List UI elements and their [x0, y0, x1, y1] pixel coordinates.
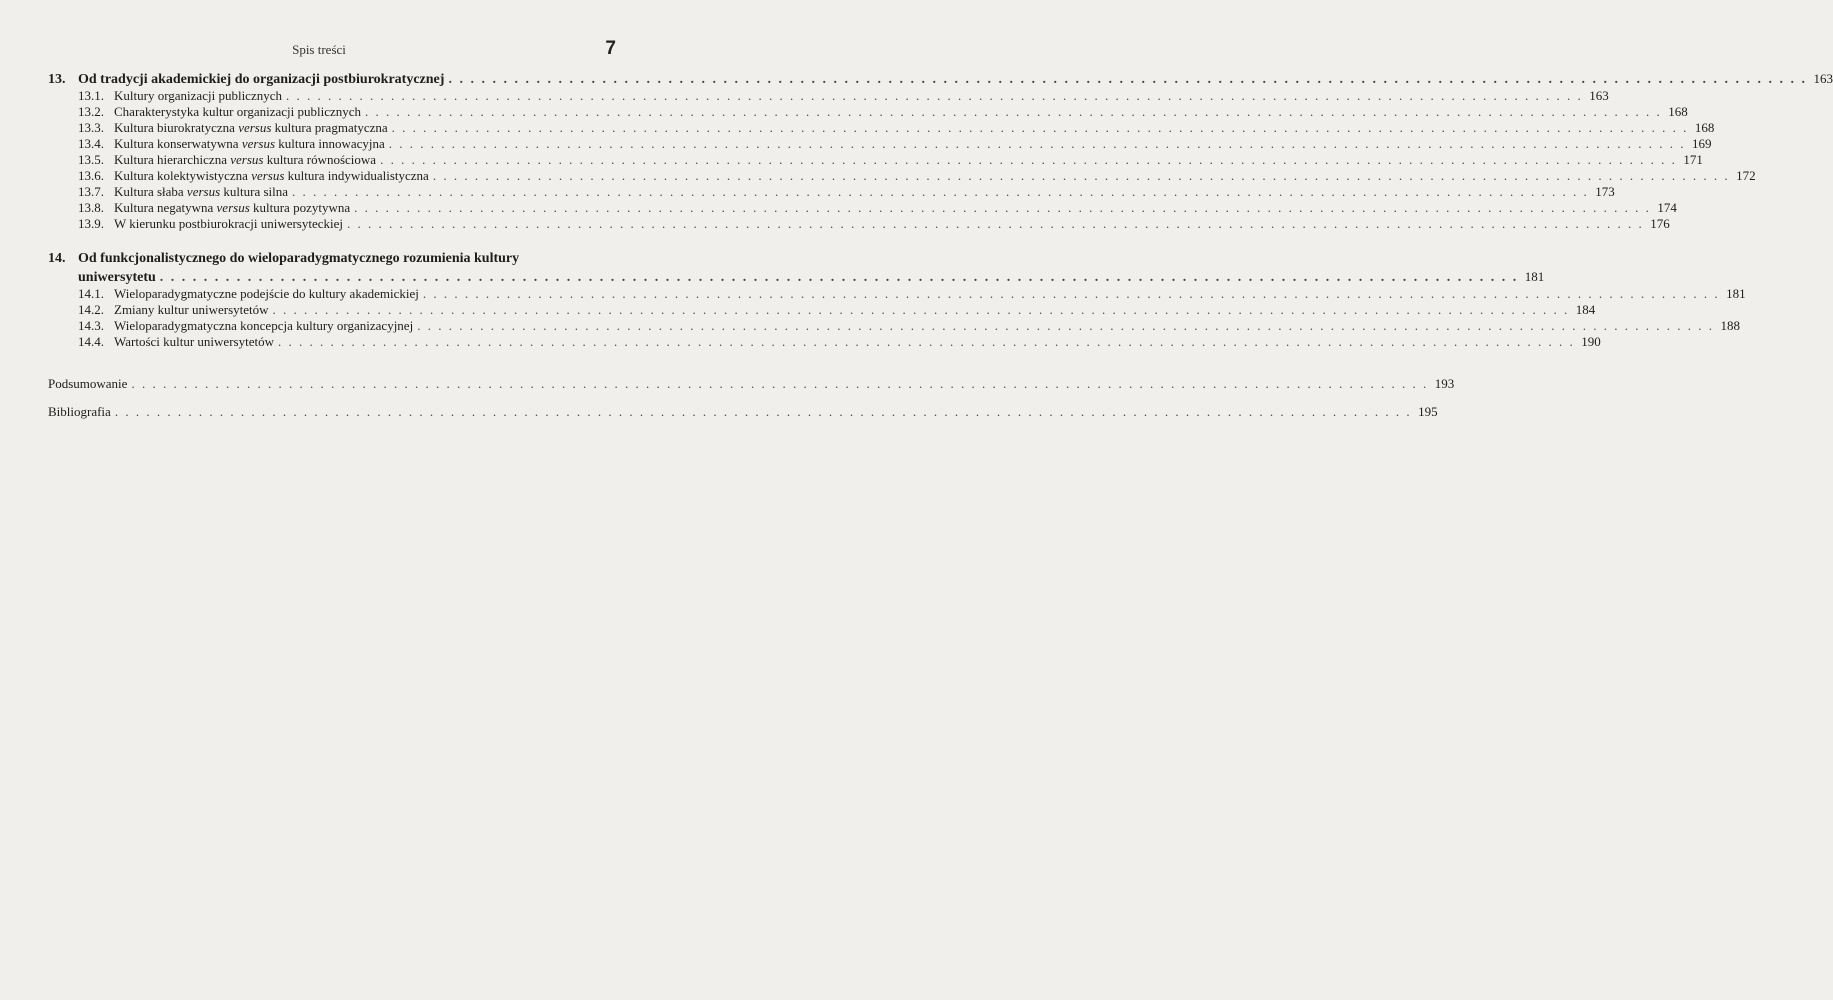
section-number: 13.4. [78, 136, 104, 151]
leader-dots [286, 88, 1583, 104]
toc-entry [78, 184, 1615, 200]
section-number: 14.1. [78, 286, 104, 301]
toc-entry [78, 302, 1596, 318]
section-title: Kultury organizacji publicznych [114, 88, 282, 103]
chapter-title: Od tradycji akademickiej do organizacji postbiurokratycznej [78, 72, 445, 87]
section-title: Wieloparadygmatyczna koncepcja kultury organizacyjnej [114, 318, 414, 333]
section-page: 190 [1581, 334, 1601, 349]
section-number: 14.3. [78, 318, 104, 333]
section-title: Kultura kolektywistyczna versus kultura indywidualistyczna [114, 168, 429, 183]
entry-title: Bibliografia [48, 404, 111, 419]
chapter-14-heading-cont [48, 268, 1545, 286]
section-number: 13.9. [78, 216, 104, 231]
toc-entry [78, 334, 1601, 350]
section-page: 173 [1595, 184, 1615, 199]
toc-entry-summary [48, 376, 1455, 392]
toc-entry [78, 88, 1609, 104]
leader-dots [448, 71, 1807, 89]
entry-title: Podsumowanie [48, 376, 128, 391]
toc-entry-bibliography [48, 404, 1438, 420]
section-page: 169 [1692, 136, 1712, 151]
entry-page: 195 [1418, 404, 1438, 419]
leader-dots [115, 404, 1412, 420]
section-title: Zmiany kultur uniwersytetów [114, 302, 269, 317]
toc-entry [78, 136, 1712, 152]
section-number: 13.3. [78, 120, 104, 135]
toc-entry [78, 104, 1688, 120]
page-number: 7 [605, 38, 616, 59]
leader-dots [417, 318, 1714, 334]
leader-dots [160, 269, 1519, 287]
leader-dots [433, 168, 1730, 184]
leader-dots [389, 136, 1686, 152]
section-page: 184 [1575, 302, 1596, 317]
leader-dots [347, 216, 1644, 232]
leader-dots [423, 286, 1720, 302]
toc-entry [78, 286, 1746, 302]
section-page: 188 [1720, 318, 1740, 333]
section-title: Charakterystyka kultur organizacji publicznych [114, 104, 362, 119]
section-title: Kultura konserwatywna versus kultura innowacyjna [114, 136, 385, 151]
table-of-contents [48, 70, 1833, 420]
chapter-13-heading [48, 70, 1833, 88]
leader-dots [392, 120, 1689, 136]
section-title: Wartości kultur uniwersytetów [114, 334, 274, 349]
section-page: 171 [1683, 152, 1703, 167]
leader-dots [380, 152, 1677, 168]
chapter-13 [48, 70, 1833, 88]
chapter-page: 163 [1813, 71, 1833, 86]
section-number: 13.7. [78, 184, 104, 199]
section-number: 13.6. [78, 168, 104, 183]
entry-page: 193 [1434, 376, 1455, 391]
section-number: 14.2. [78, 302, 104, 317]
chapter-number: 13. [48, 72, 66, 87]
chapter-14 [48, 250, 1545, 286]
section-title: Wieloparadygmatyczne podejście do kultury akademickiej [114, 286, 419, 301]
leader-dots [273, 302, 1570, 318]
section-title: Kultura biurokratyczna versus kultura pragmatyczna [114, 120, 388, 135]
toc-entry [78, 318, 1740, 334]
section-title: Kultura hierarchiczna versus kultura równościowa [114, 152, 377, 167]
chapter-14-sections [48, 286, 1746, 350]
section-title: W kierunku postbiurokracji uniwersyteckiej [114, 216, 344, 231]
chapter-13-sections [48, 88, 1756, 232]
toc-entry [78, 120, 1715, 136]
section-page: 181 [1726, 286, 1746, 301]
leader-dots [278, 334, 1575, 350]
section-number: 13.2. [78, 104, 104, 119]
chapter-title-line1: Od funkcjonalistycznego do wieloparadygmatycznego rozumienia kultury [78, 251, 520, 266]
leader-dots [354, 200, 1651, 216]
section-number: 13.8. [78, 200, 104, 215]
leader-dots [131, 376, 1428, 392]
chapter-title-line2: uniwersytetu [78, 270, 156, 285]
section-title: Kultura negatywna versus kultura pozytywna [114, 200, 351, 215]
chapter-number: 14. [48, 251, 66, 266]
chapter-14-heading [48, 250, 618, 268]
section-page: 168 [1668, 104, 1688, 119]
toc-entry [78, 216, 1670, 232]
running-head: Spis treści [292, 42, 346, 57]
section-page: 174 [1657, 200, 1677, 215]
section-number: 14.4. [78, 334, 104, 349]
section-title: Kultura słaba versus kultura silna [114, 184, 289, 199]
section-page: 176 [1650, 216, 1670, 231]
chapter-page: 181 [1524, 269, 1545, 284]
section-number: 13.1. [78, 88, 104, 103]
toc-entry [78, 152, 1703, 168]
section-page: 163 [1589, 88, 1609, 103]
toc-entry [78, 168, 1756, 184]
section-page: 172 [1736, 168, 1756, 183]
leader-dots [292, 184, 1589, 200]
section-number: 13.5. [78, 152, 104, 167]
section-page: 168 [1694, 120, 1715, 135]
leader-dots [365, 104, 1662, 120]
toc-entry [78, 200, 1677, 216]
